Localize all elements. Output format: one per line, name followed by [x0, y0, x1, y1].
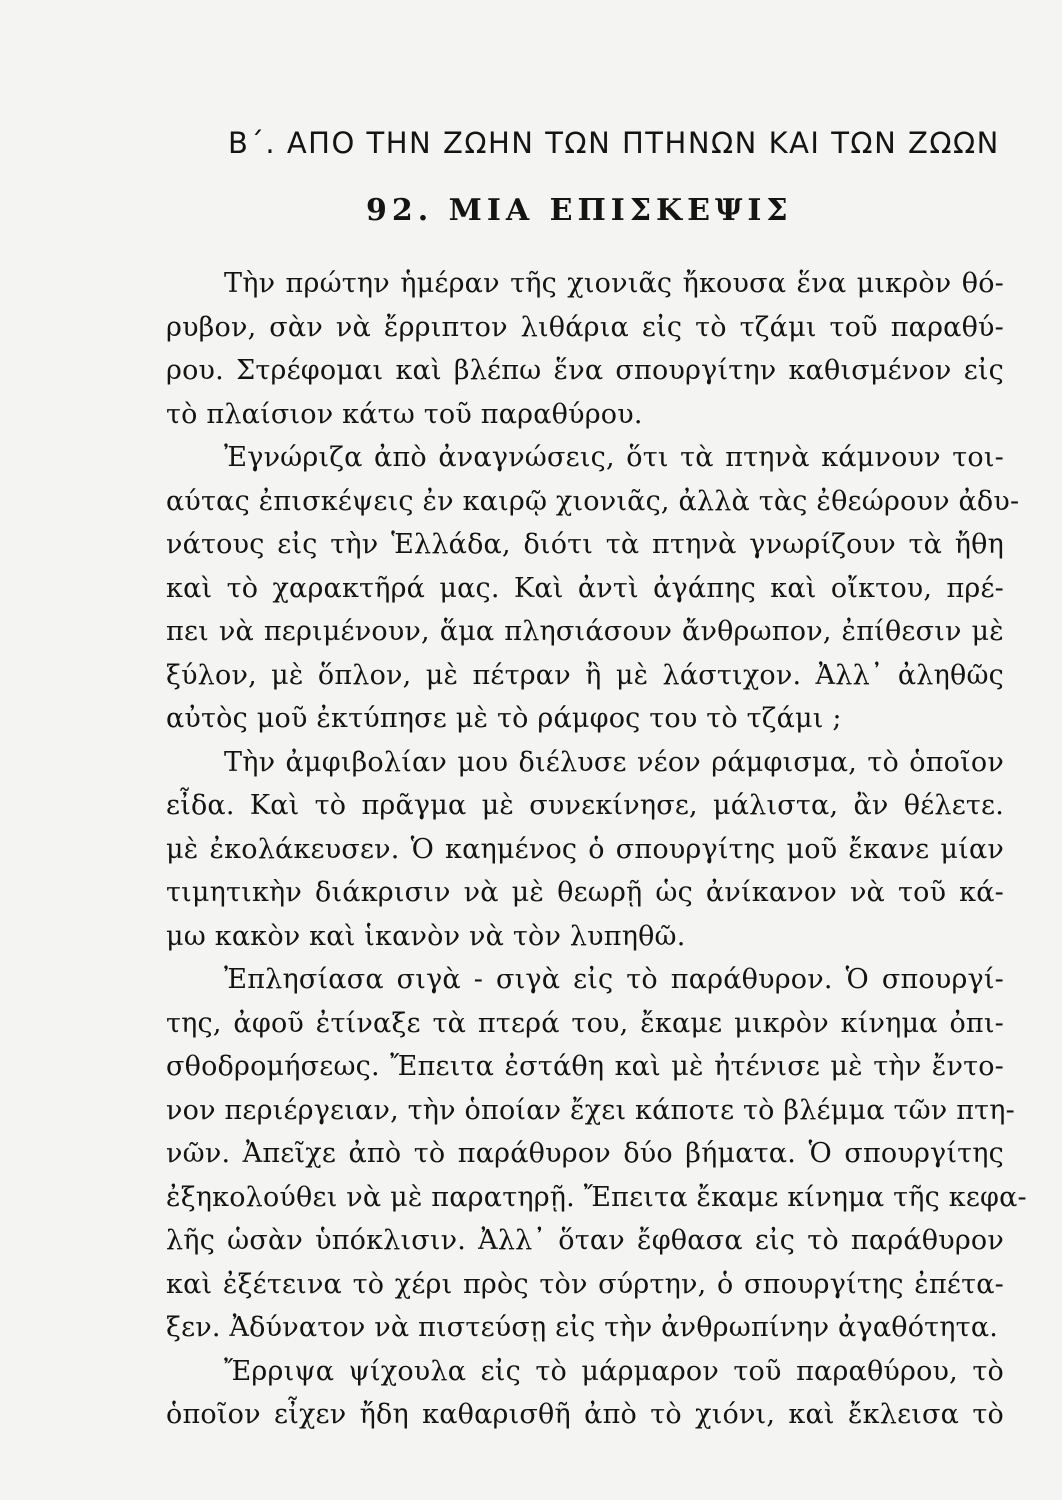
section-title: Β΄. ΑΠΟ ΤΗΝ ΖΩΗΝ ΤΩΝ ΠΤΗΝΩΝ ΚΑΙ ΤΩΝ ΖΩΩΝ — [228, 126, 1000, 160]
text-line: ξεν. Ἀδύνατον νὰ πιστεύσῃ εἰς τὴν ἀνθρωπίνην ἀγαθότητα. — [166, 1312, 999, 1343]
text-line: Ἐγνώριζα ἀπὸ ἀναγνώσεις, ὅτι τὰ πτηνὰ κάμνουν τοι- — [224, 442, 1004, 473]
text-line: αὐτὸς μοῦ ἐκτύπησε μὲ τὸ ράμφος του τὸ τζάμι ; — [166, 703, 842, 734]
text-line: Ἔρριψα ψίχουλα εἰς τὸ μάρμαρον τοῦ παραθύρου, τὸ — [224, 1355, 1004, 1387]
text-line: λῆς ὡσὰν ὑπόκλισιν. Ἀλλ᾽ ὅταν ἔφθασα εἰς τὸ παράθυρον — [166, 1225, 1004, 1256]
text-line: μω κακὸν καὶ ἱκανὸν νὰ τὸν λυπηθῶ. — [166, 920, 686, 952]
text-line: μὲ ἐκολάκευσεν. Ὁ καημένος ὁ σπουργίτης μοῦ ἔκανε μίαν — [166, 833, 1004, 865]
text-line: τὸ πλαίσιον κάτω τοῦ παραθύρου. — [166, 398, 643, 430]
text-line: τιμητικὴν διάκρισιν νὰ μὲ θεωρῇ ὡς ἀνίκανον νὰ τοῦ κά- — [166, 877, 1004, 908]
text-line: καὶ τὸ χαρακτῆρά μας. Καὶ ἀντὶ ἀγάπης καὶ οἴκτου, πρέ- — [166, 572, 1004, 604]
text-line: ξύλον, μὲ ὅπλον, μὲ πέτραν ἢ μὲ λάστιχον. Ἀλλ᾽ ἀληθῶς — [166, 659, 1004, 691]
text-line: καὶ ἐξέτεινα τὸ χέρι πρὸς τὸν σύρτην, ὁ σπουργίτης ἐπέτα- — [166, 1268, 1004, 1300]
text-line: Τὴν ἀμφιβολίαν μου διέλυσε νέον ράμφισμα, τὸ ὁποῖον — [224, 746, 1004, 778]
text-line: νον περιέργειαν, τὴν ὁποίαν ἔχει κάποτε τὸ βλέμμα τῶν πτη- — [166, 1094, 1015, 1126]
text-line: εἶδα. Καὶ τὸ πρᾶγμα μὲ συνεκίνησε, μάλιστα, ἂν θέλετε. — [166, 790, 1004, 821]
text-line: ρου. Στρέφομαι καὶ βλέπω ἕνα σπουργίτην καθισμένον εἰς — [166, 355, 1004, 386]
text-line: νῶν. Ἀπεῖχε ἀπὸ τὸ παράθυρον δύο βήματα. Ὁ σπουργίτης — [166, 1138, 1004, 1169]
body-text — [166, 262, 1027, 1437]
text-line: ἐξηκολούθει νὰ μὲ παρατηρῇ. Ἔπειτα ἔκαμε κίνημα τῆς κεφα- — [166, 1181, 1027, 1213]
text-line: Ἐπλησίασα σιγὰ - σιγὰ εἰς τὸ παράθυρον. Ὁ σπουργί- — [224, 964, 1004, 995]
text-line: ὁποῖον εἶχεν ἤδη καθαρισθῆ ἀπὸ τὸ χιόνι, καὶ ἔκλεισα τὸ — [166, 1399, 1004, 1430]
text-line: πει νὰ περιμένουν, ἅμα πλησιάσουν ἄνθρωπον, ἐπίθεσιν μὲ — [166, 616, 1004, 647]
text-line: Τὴν πρώτην ἡμέραν τῆς χιονιᾶς ἤκουσα ἕνα μικρὸν θό- — [224, 268, 1004, 299]
text-line: ρυβον, σὰν νὰ ἔρριπτον λιθάρια εἰς τὸ τζάμι τοῦ παραθύ- — [166, 311, 1004, 343]
text-line: αύτας ἐπισκέψεις ἐν καιρῷ χιονιᾶς, ἀλλὰ τὰς ἐθεώρουν ἀδυ- — [166, 485, 1020, 517]
text-line: σθοδρομήσεως. Ἔπειτα ἐστάθη καὶ μὲ ἠτένισε μὲ τὴν ἔντο- — [166, 1051, 1004, 1082]
text-line: νάτους εἰς τὴν Ἑλλάδα, διότι τὰ πτηνὰ γνωρίζουν τὰ ἤθη — [166, 529, 1004, 560]
chapter-title: 92. ΜΙΑ ΕΠΙΣΚΕΨΙΣ — [366, 193, 793, 228]
text-line: της, ἀφοῦ ἐτίναξε τὰ πτερά του, ἔκαμε μικρὸν κίνημα ὀπι- — [166, 1007, 1004, 1039]
